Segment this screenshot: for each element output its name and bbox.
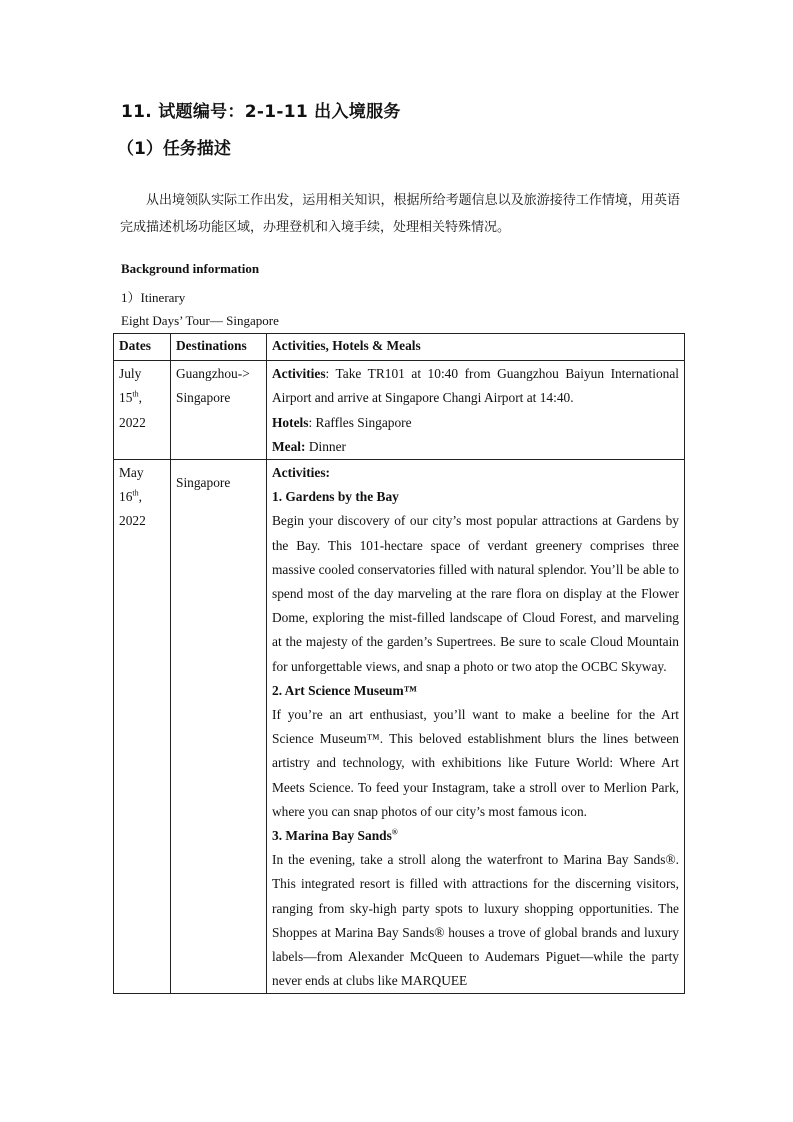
table-row: [114, 361, 685, 460]
table-header-row: [114, 334, 685, 361]
destination-text: Guangzhou-> Singapore: [176, 366, 250, 406]
task-description: 从出境领队实际工作出发，运用相关知识，根据所给考题信息以及旅游接待工作情境，用英语完成描述机场功能区域，办理登机和入境手续，处理相关特殊情况。: [120, 193, 680, 235]
marina-title-text: 3. Marina Bay Sands: [272, 828, 392, 844]
date-day: 16: [119, 489, 133, 505]
date-year: 2022: [119, 414, 146, 430]
date-suffix: th: [132, 389, 139, 399]
destination-cell: [171, 460, 267, 994]
background-label: Background information: [121, 261, 260, 276]
attraction-title-marina: [272, 824, 679, 848]
hotels-text: : Raffles Singapore: [308, 414, 412, 430]
itinerary-table: [113, 333, 685, 994]
date-comma: ,: [138, 489, 142, 505]
tour-name: Eight Days’ Tour— Singapore: [121, 313, 279, 328]
activities-label: Activities: [272, 465, 326, 481]
date-suffix: th: [132, 488, 139, 498]
destination-text: Singapore: [176, 475, 231, 491]
attraction-text-gardens: Begin your discovery of our city’s most popular attractions at Gardens by the Bay. This 101-hectare space of verdant greenery comprises three massive cooled conservatories filled with natural splendor. You’ll be able to spend most of the day marveling at the rare flora on display at the Flower Dome, exploring the mist-filled landscape of Cloud Forest, and marveling at the majesty of the garden’s Supertrees. Be sure to scale Cloud Mountain for unforgettable views, and snap a photo or two atop the OCBC Skyway.: [272, 513, 679, 674]
meal-line: [272, 435, 679, 459]
date-year: 2022: [119, 513, 146, 529]
date-comma: ,: [138, 390, 142, 406]
activities-cell: [267, 460, 685, 994]
date-month: May: [119, 465, 144, 481]
attraction-title-gardens: 1. Gardens by the Bay: [272, 489, 399, 505]
attraction-title-museum: 2. Art Science Museum™: [272, 682, 418, 698]
attraction-text-marina: In the evening, take a stroll along the waterfront to Marina Bay Sands®. This integrated resort is filled with attractions for the discerning visitors, ranging from sky-high party spots to luxury shopping opportunities. The Shoppes at Marina Bay Sands® houses a trove of global brands and luxury labels—from Alexander McQueen to Audemars Piguet—while the party never ends at clubs like MARQUEE: [272, 852, 679, 989]
date-cell: [114, 460, 171, 994]
activities-text: : Take TR101 at 10:40 from Guangzhou Baiyun International Airport and arrive at Singapore Changi Airport at 14:40.: [272, 366, 679, 406]
meal-label: Meal:: [272, 438, 306, 454]
activities-line: [272, 362, 679, 410]
activities-cell: [267, 361, 685, 460]
section-heading: 11. 试题编号：2-1-11 出入境服务: [121, 102, 401, 122]
date-day: 15: [119, 390, 133, 406]
itinerary-label: 1）Itinerary: [121, 290, 186, 305]
header-activities: Activities, Hotels & Meals: [267, 334, 685, 361]
activities-heading: [272, 461, 679, 485]
table-row: [114, 460, 685, 994]
meal-text: Dinner: [305, 438, 347, 454]
destination-cell: [171, 361, 267, 460]
date-cell: [114, 361, 171, 460]
attraction-text-museum: If you’re an art enthusiast, you’ll want to make a beeline for the Art Science Museum™. This beloved establishment blurs the lines between artistry and technology, with exhibitions like Future World: Where Art Meets Science. To feed your Instagram, take a stroll over to Merlion Park, where you can snap photos of our city’s most famous icon.: [272, 707, 679, 819]
subsection-heading: （1）任务描述: [117, 139, 231, 159]
hotels-label: Hotels: [272, 414, 309, 430]
registered-mark: ®: [391, 827, 398, 837]
hotels-line: [272, 411, 679, 435]
activities-colon: :: [325, 465, 331, 481]
date-month: July: [119, 366, 142, 382]
activities-label: Activities: [272, 366, 326, 382]
header-destinations: Destinations: [171, 334, 267, 361]
header-dates: Dates: [114, 334, 171, 361]
